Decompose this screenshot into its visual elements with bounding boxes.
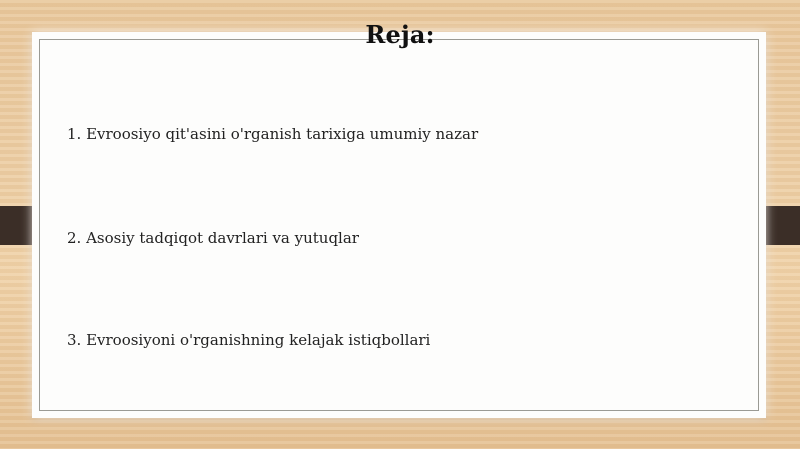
slide-title: Reja: [365, 20, 435, 49]
plan-item-1: 1. Evroosiyo qit'asini o'rganish tarixiga umumiy nazar [67, 125, 479, 143]
slide-card [32, 32, 766, 418]
plan-item-2: 2. Asosiy tadqiqot davrlari va yutuqlar [67, 229, 359, 247]
card-border [39, 39, 759, 411]
plan-item-3: 3. Evroosiyoni o'rganishning kelajak istiqbollari [67, 331, 431, 349]
